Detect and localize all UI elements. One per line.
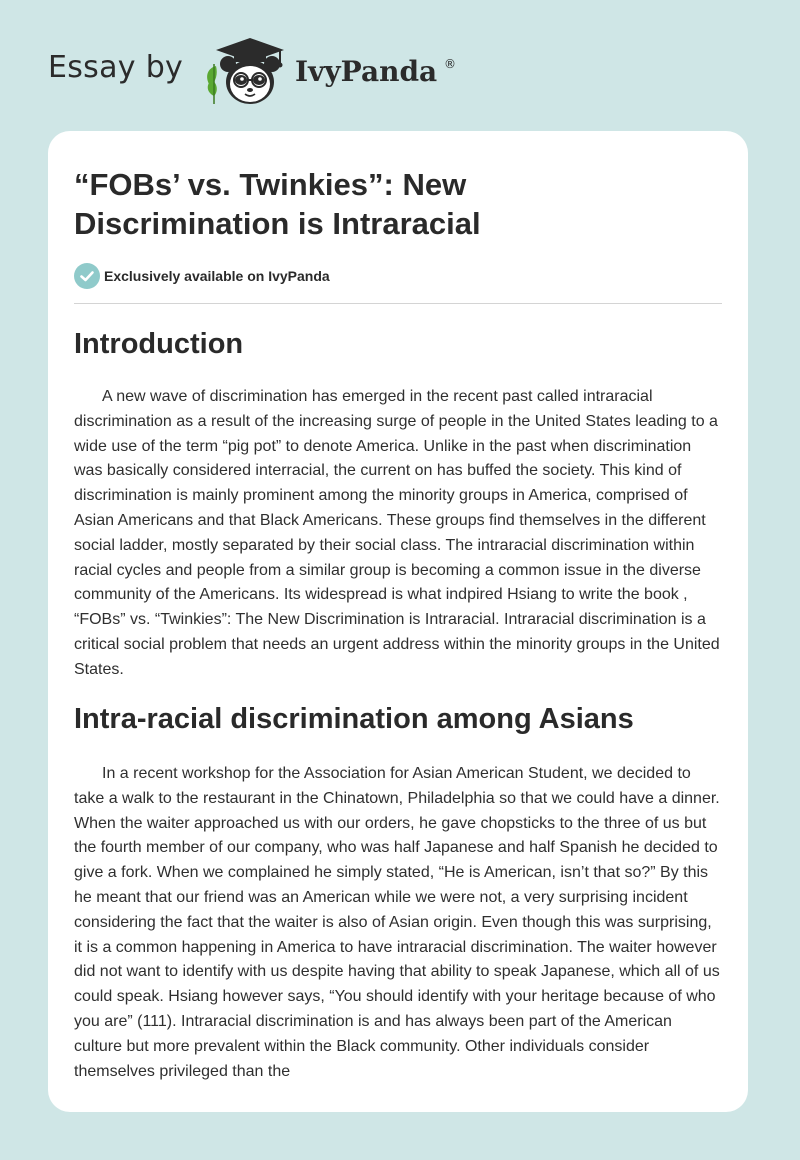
essay-card [48, 131, 748, 1112]
essay-title: “FOBs’ vs. Twinkies”: New Discrimination is Intraracial [74, 167, 481, 241]
essay-by-label: Essay by [48, 50, 184, 85]
registered-mark: ® [444, 57, 456, 71]
section-paragraph-intraracial: In a recent workshop for the Association for Asian American Student, we decided to take a walk to the restaurant in the Chinatown, Philadelphia so that we could have a dinner. When the waiter approached us with our orders, he gave chopsticks to the three of us but the fourth member of our company, who was half Japanese and half Spanish he decided to give a fork. When we complained he simply stated, “He is American, isn’t that so?” By this he meant that our friend was an American while we were not, a very surprising incident considering the fact that the waiter is also of Asian origin. Even though this was surprising, it is a common happening in America to have intraracial discrimination. The waiter however did not want to identify with us despite having that ability to speak Japanese, which all of us could speak. Hsiang however says, “You should identify with your heritage because of who you are” (111). Intraracial discrimination is and has always been part of the American culture but more prevalent within the Black community. Other individuals consider themselves privileged than the [74, 765, 720, 1080]
check-circle-icon [74, 263, 100, 289]
brand-name[interactable]: IvyPanda [295, 55, 438, 88]
exclusive-badge-label: Exclusively available on IvyPanda [104, 268, 330, 284]
panda-logo-icon[interactable] [200, 34, 292, 110]
section-heading-introduction: Introduction [74, 328, 244, 360]
title-divider [74, 303, 722, 304]
section-heading-intraracial: Intra-racial discrimination among Asians [74, 703, 634, 735]
section-paragraph-introduction: A new wave of discrimination has emerged in the recent past called intraracial discrimination as a result of the increasing surge of people in the United States leading to a wide use of the term “pig pot” to denote America. Unlike in the past when discrimination was basically considered interracial, the current on has buffed the society. This kind of discrimination is mainly prominent among the minority groups in America, comprised of Asian Americans and that Black Americans. These groups find themselves in the different social ladder, mostly separated by their social class. The intraracial discrimination within racial cycles and people from a similar group is becoming a common issue in the diverse community of the Americans. Its widespread is what indpired Hsiang to write the book , “FOBs” vs. “Twinkies”: The New Discrimination is Intraracial. Intraracial discrimination is a critical social problem that needs an urgent address within the minority groups in the United States. [74, 388, 720, 678]
site-header [0, 0, 800, 130]
